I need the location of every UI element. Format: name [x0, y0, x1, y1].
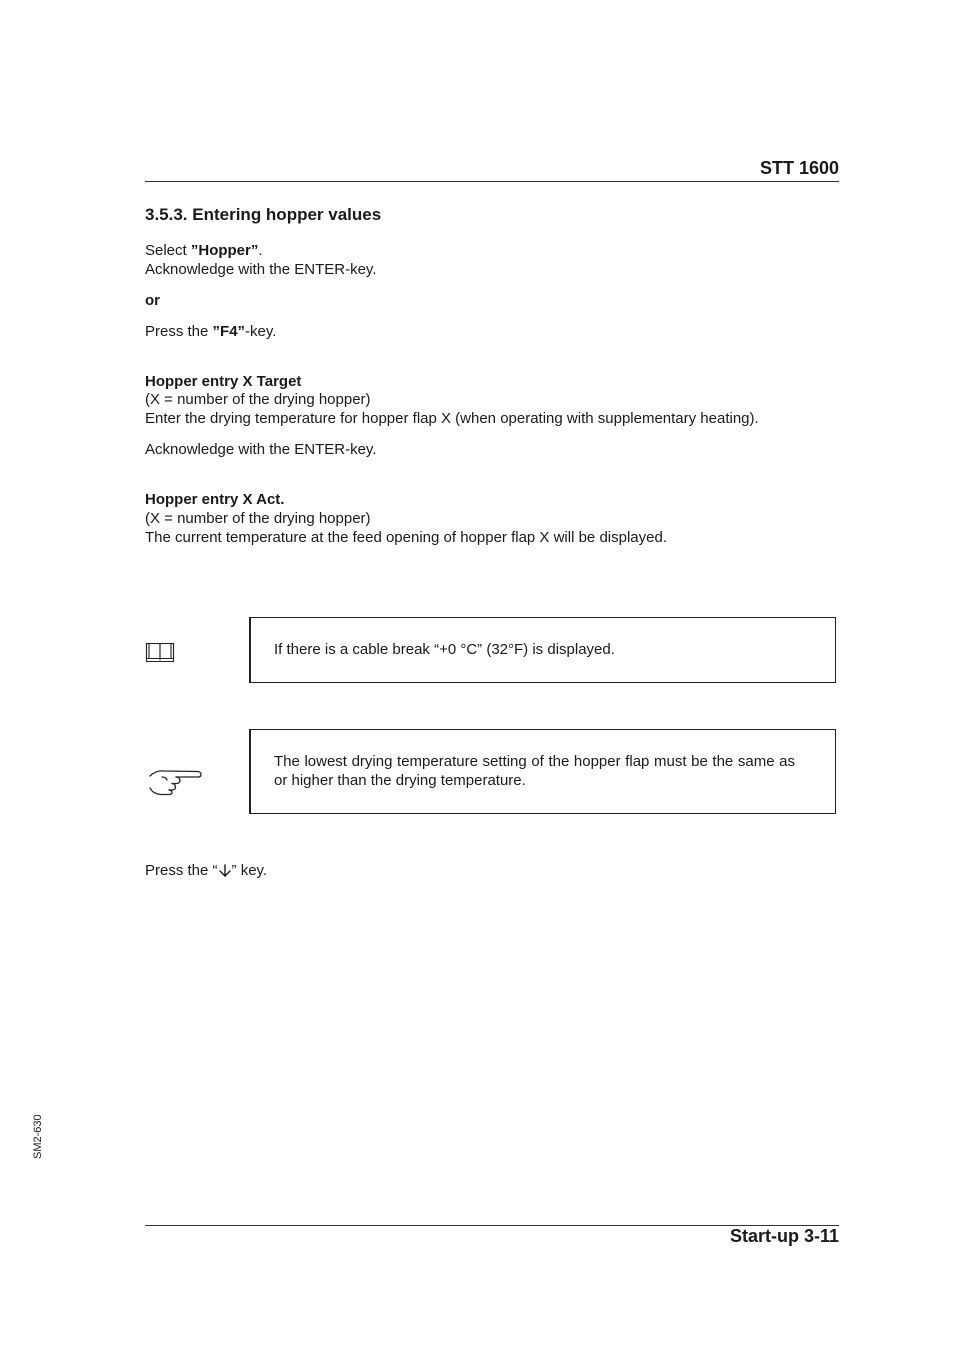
book-icon [145, 641, 175, 663]
target-heading: Hopper entry X Target [145, 373, 302, 390]
hint-note-text: The lowest drying temperature setting of the hopper flap must be the same as or higher than the drying temperature. [274, 753, 795, 789]
act-heading: Hopper entry X Act. [145, 491, 285, 508]
footer-page-label: Start-up 3-11 [729, 1226, 839, 1246]
down-arrow-icon [219, 864, 231, 877]
or-separator: or [145, 292, 160, 309]
pointing-hand-icon [148, 766, 202, 796]
acknowledge-instruction: Acknowledge with the ENTER-key. [145, 261, 377, 278]
header-rule [145, 181, 839, 182]
info-note-text: If there is a cable break “+0 °C” (32°F) is displayed. [274, 641, 615, 658]
hint-note-box [249, 729, 836, 814]
press-down-key-instruction: Press the “ ” key. [145, 862, 268, 879]
press-f4-instruction: Press the ”F4”-key. [145, 323, 277, 340]
target-note: (X = number of the drying hopper) [145, 391, 371, 408]
target-description: Enter the drying temperature for hopper flap X (when operating with supplementary heating). [145, 410, 759, 427]
acknowledge-instruction-2: Acknowledge with the ENTER-key. [145, 441, 377, 458]
act-note: (X = number of the drying hopper) [145, 510, 371, 527]
act-description: The current temperature at the feed opening of hopper flap X will be displayed. [145, 529, 667, 546]
document-header-title: STT 1600 [759, 158, 839, 178]
side-document-code: SM2-630 [32, 1114, 44, 1159]
info-note-box [249, 617, 836, 683]
select-hopper-instruction: Select ”Hopper”. [145, 242, 263, 259]
section-title: 3.5.3. Entering hopper values [145, 205, 382, 224]
